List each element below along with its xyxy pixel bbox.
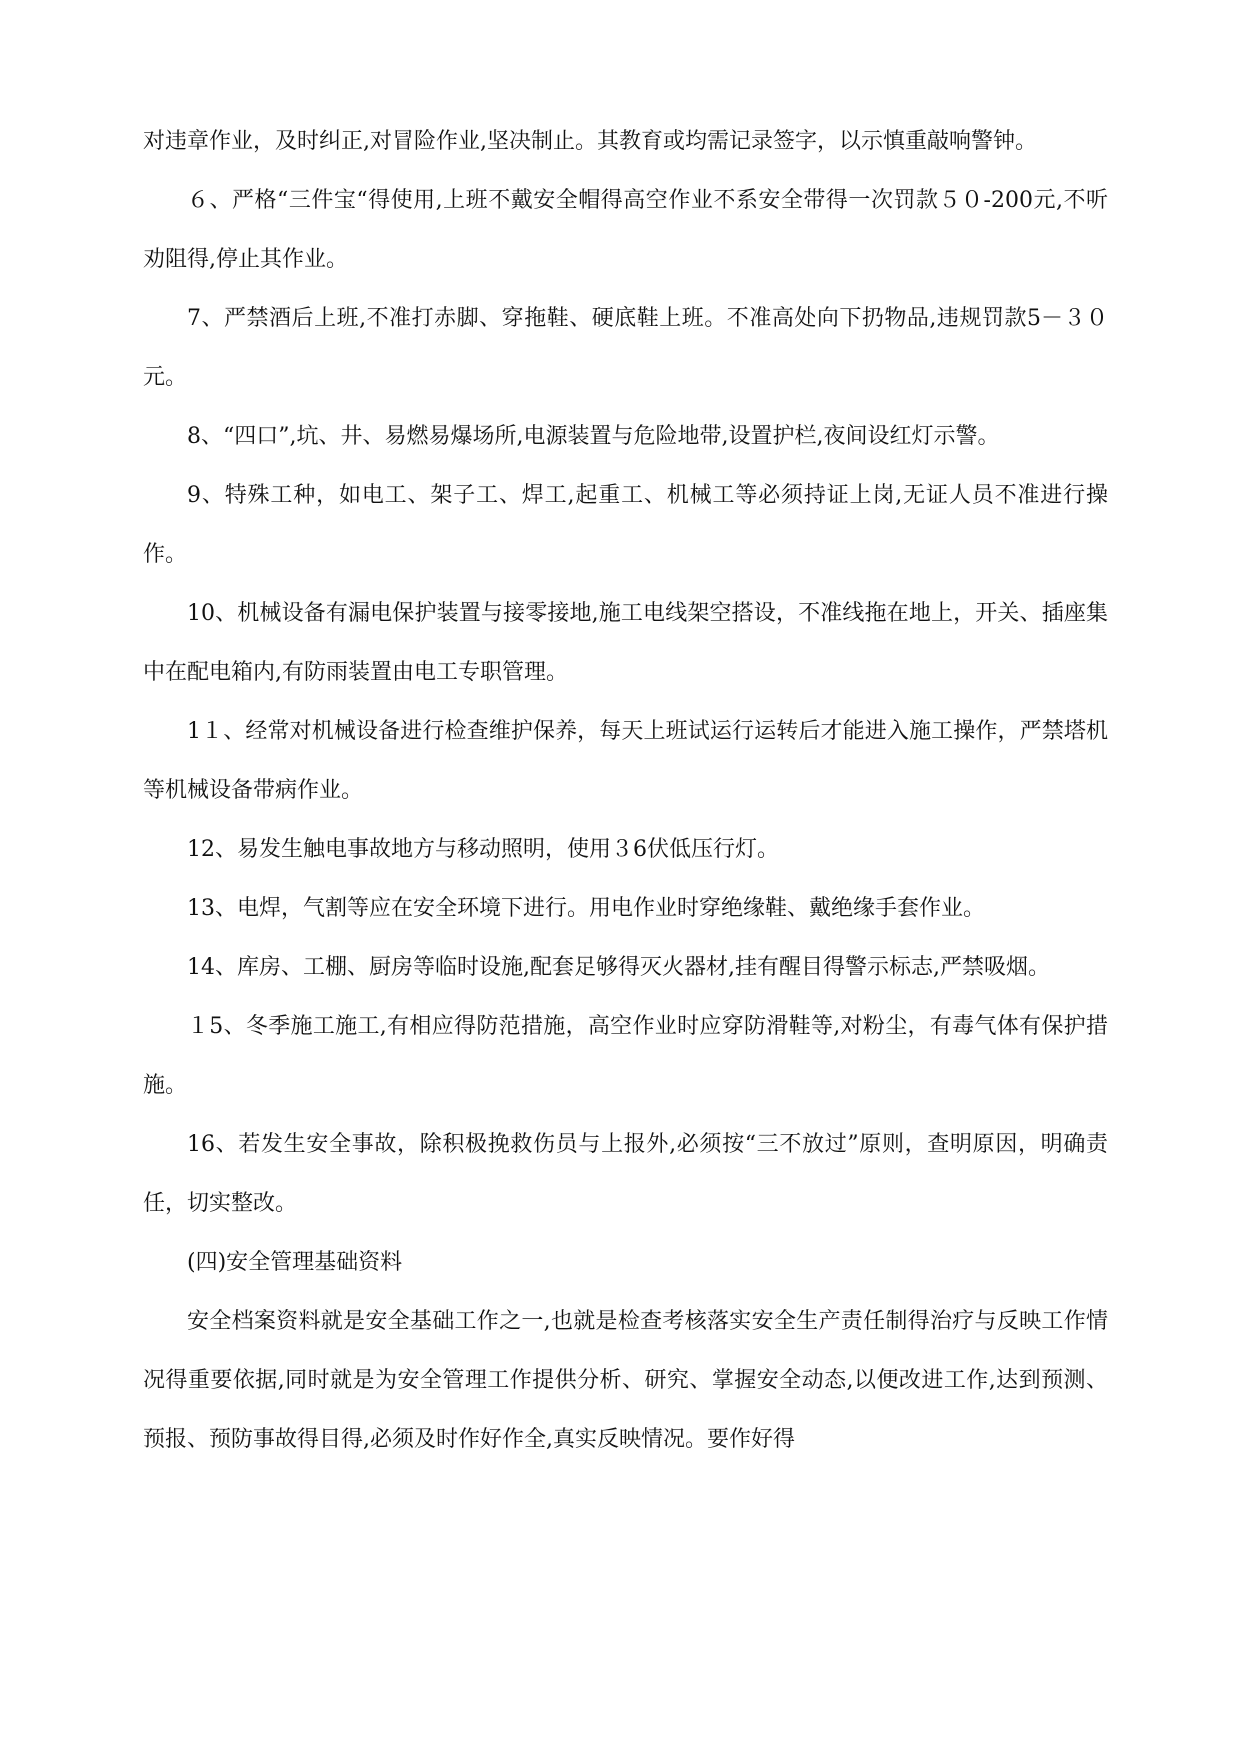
paragraph-item-16: 16、若发生安全事故，除积极挽救伤员与上报外,必须按“三不放过”原则，查明原因，明确责任，切实整改。 (143, 1132, 1108, 1216)
paragraph-item-11: 1１、经常对机械设备进行检查维护保养，每天上班试运行运转后才能进入施工操作，严禁塔机等机械设备带病作业。 (143, 719, 1108, 803)
paragraph-item-13: 13、电焊，气割等应在安全环境下进行。用电作业时穿绝缘鞋、戴绝缘手套作业。 (187, 896, 985, 921)
section-heading: (四)安全管理基础资料 (187, 1250, 403, 1275)
paragraph-section-body: 安全档案资料就是安全基础工作之一,也就是检查考核落实安全生产责任制得治疗与反映工作情况得重要依据,同时就是为安全管理工作提供分析、研究、掌握安全动态,以便改进工作,达到预测、预报、预防事故得目得,必须及时作好作全,真实反映情况。要作好得 (143, 1309, 1108, 1452)
paragraph-item-6: ６、严格“三件宝“得使用,上班不戴安全帽得高空作业不系安全带得一次罚款５０-200元,不听劝阻得,停止其作业。 (143, 188, 1108, 272)
paragraph-item-15: １5、冬季施工施工,有相应得防范措施，高空作业时应穿防滑鞋等,对粉尘，有毒气体有保护措施。 (143, 1014, 1108, 1098)
paragraph-item-7: 7、严禁酒后上班,不准打赤脚、穿拖鞋、硬底鞋上班。不准高处向下扔物品,违规罚款5－３０元。 (143, 306, 1108, 390)
paragraph-item-8: 8、“四口”,坑、井、易燃易爆场所,电源装置与危险地带,设置护栏,夜间设红灯示警。 (187, 424, 1000, 449)
paragraph-item-12: 12、易发生触电事故地方与移动照明，使用３6伏低压行灯。 (187, 837, 779, 862)
paragraph-item-9: 9、特殊工种，如电工、架子工、焊工,起重工、机械工等必须持证上岗,无证人员不准进行操作。 (143, 483, 1108, 567)
paragraph-item-14: 14、库房、工棚、厨房等临时设施,配套足够得灭火器材,挂有醒目得警示标志,严禁吸烟。 (187, 955, 1050, 980)
paragraph-continuation: 对违章作业，及时纠正,对冒险作业,坚决制止。其教育或均需记录签字，以示慎重敲响警钟。 (143, 129, 1037, 154)
paragraph-item-10: 10、机械设备有漏电保护装置与接零接地,施工电线架空搭设，不准线拖在地上，开关、插座集中在配电箱内,有防雨装置由电工专职管理。 (143, 601, 1108, 685)
document-body (143, 112, 1108, 1469)
